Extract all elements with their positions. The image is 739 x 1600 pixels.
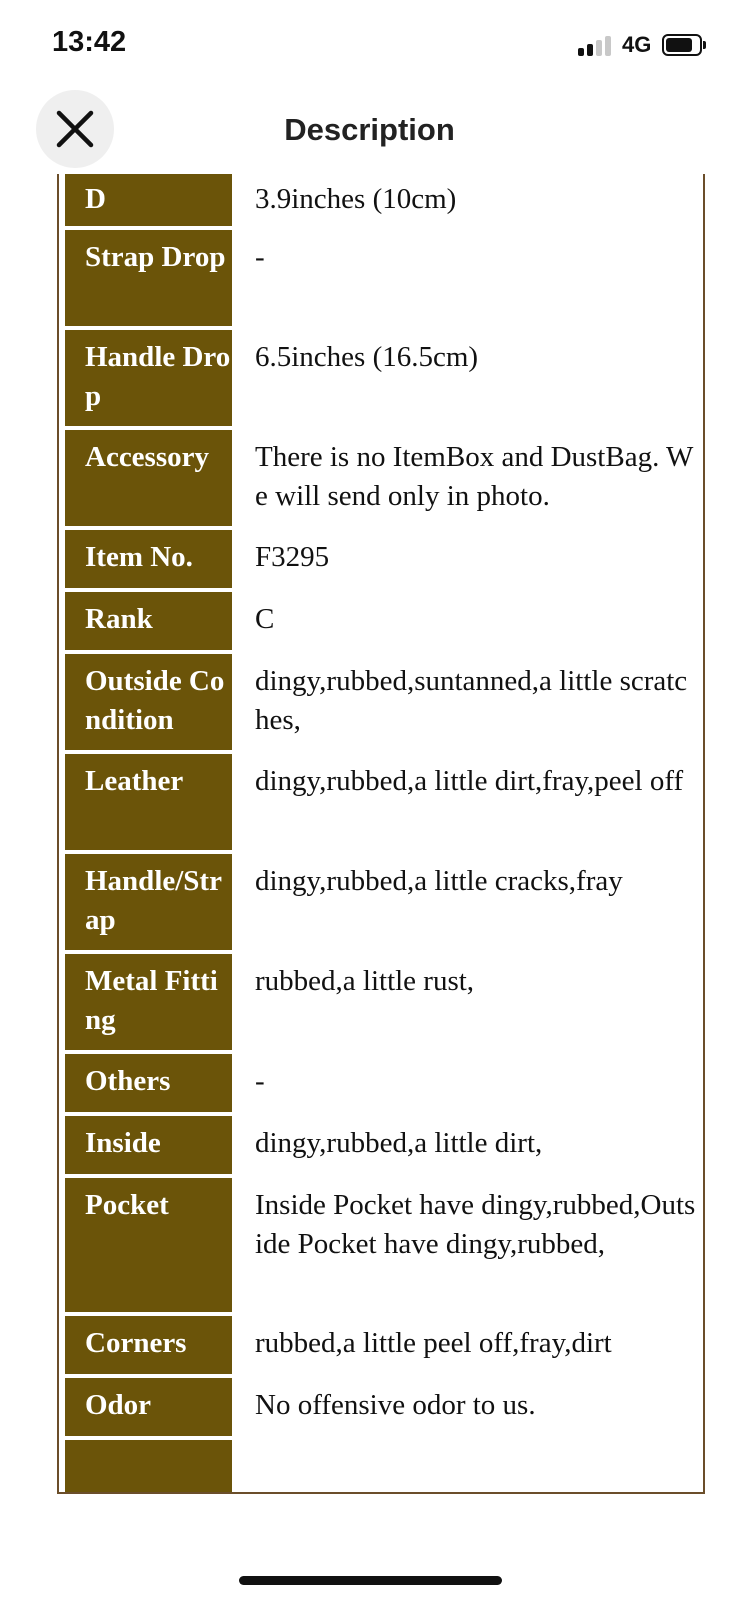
row-label: Rank (65, 592, 232, 650)
row-label: Handle Drop (65, 330, 232, 426)
battery-icon (662, 34, 704, 56)
row-value: dingy,rubbed,a little dirt,fray,peel off (255, 765, 684, 797)
table-row (59, 530, 703, 588)
table-row (59, 1116, 703, 1174)
description-table (57, 174, 705, 1494)
row-label: Outside Condition (65, 654, 232, 750)
row-value: C (255, 603, 275, 635)
row-label: D (65, 174, 232, 226)
status-time: 13:42 (52, 26, 127, 58)
row-label: Leather (65, 754, 232, 850)
row-value: dingy,rubbed,suntanned,a little scratches, (255, 665, 688, 736)
row-label: Inside (65, 1116, 232, 1174)
row-value: rubbed,a little peel off,fray,dirt (255, 1327, 612, 1359)
row-label: Handle/Strap (65, 854, 232, 950)
row-value: - (255, 241, 265, 273)
header (0, 90, 739, 174)
row-value: Inside Pocket have dingy,rubbed,Outside Pocket have dingy,rubbed, (255, 1189, 696, 1260)
row-value: 6.5inches (16.5cm) (255, 341, 479, 373)
table-row (59, 1440, 703, 1494)
row-value (255, 1440, 701, 1448)
row-label: Item No. (65, 530, 232, 588)
page-title: Description (284, 112, 455, 147)
table-row (59, 1316, 703, 1374)
table-row (59, 330, 703, 426)
row-label: Odor (65, 1378, 232, 1436)
table-row (59, 654, 703, 750)
row-value: 3.9inches (10cm) (255, 183, 457, 215)
row-value: F3295 (255, 541, 330, 573)
row-label (65, 1440, 232, 1494)
table-row (59, 230, 703, 326)
table-row (59, 592, 703, 650)
row-value: dingy,rubbed,a little cracks,fray (255, 865, 623, 897)
table-row (59, 1054, 703, 1112)
row-value: There is no ItemBox and DustBag. We will send only in photo. (255, 441, 694, 512)
table-row (59, 1178, 703, 1312)
row-label: Others (65, 1054, 232, 1112)
table-row (59, 430, 703, 526)
signal-strength-icon (578, 34, 614, 56)
table-row (59, 1378, 703, 1436)
row-value: No offensive odor to us. (255, 1389, 536, 1421)
row-value: rubbed,a little rust, (255, 965, 475, 997)
row-label: Pocket (65, 1178, 232, 1312)
table-row (59, 174, 703, 226)
row-label: Metal Fitting (65, 954, 232, 1050)
row-value: - (255, 1065, 265, 1097)
network-type: 4G (622, 32, 652, 57)
table-row (59, 954, 703, 1050)
home-indicator[interactable] (239, 1576, 502, 1585)
row-value: dingy,rubbed,a little dirt, (255, 1127, 543, 1159)
status-bar (0, 0, 739, 90)
table-row (59, 854, 703, 950)
table-row (59, 754, 703, 850)
row-label: Accessory (65, 430, 232, 526)
row-label: Strap Drop (65, 230, 232, 326)
row-label: Corners (65, 1316, 232, 1374)
